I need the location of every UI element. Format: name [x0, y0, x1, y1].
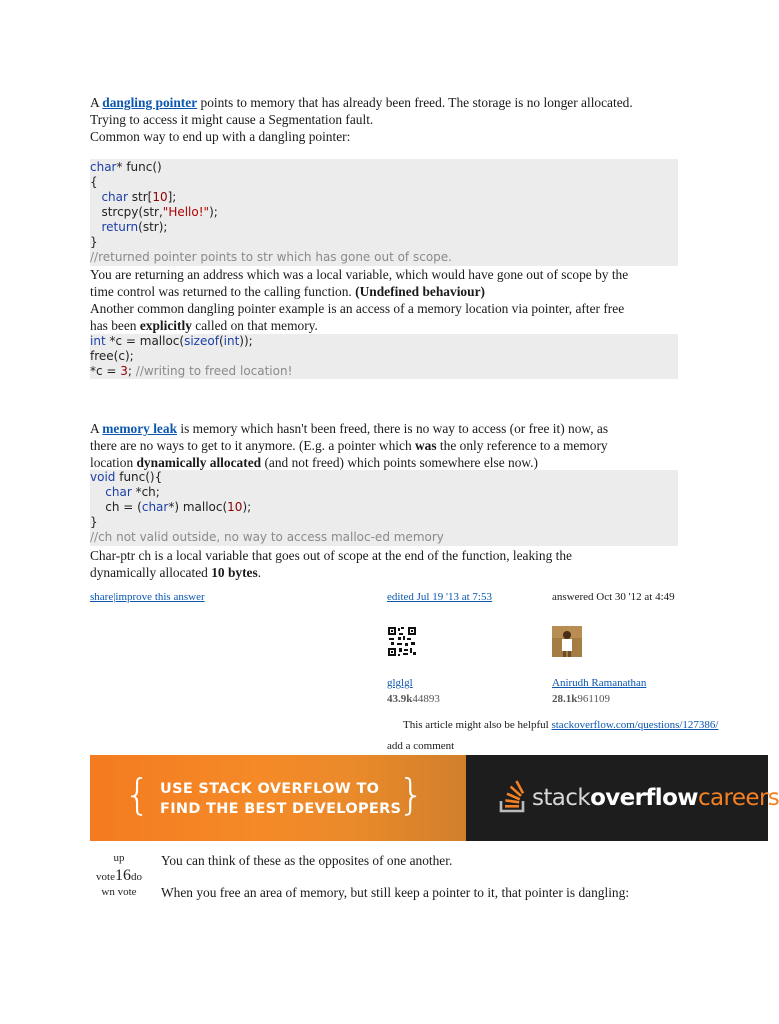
code-token: 10 — [152, 190, 168, 204]
code-token: return — [101, 220, 139, 234]
code-block-free — [90, 334, 678, 379]
careers-wordmark — [532, 785, 779, 811]
code-token: ); — [209, 205, 218, 219]
careers-banner[interactable] — [90, 755, 779, 841]
text: dynamically allocated — [90, 565, 212, 580]
text: careers — [697, 785, 779, 811]
code-token: ch = ( — [105, 500, 142, 514]
answer2-paragraph-2: When you free an area of memory, but still keep a pointer to it, that pointer is dangling: — [161, 885, 630, 900]
code-token: char — [105, 485, 132, 499]
text: 10 bytes — [211, 565, 258, 580]
code-token: *ch; — [131, 485, 160, 499]
code-block-leak — [90, 470, 678, 546]
text: 44893 — [412, 693, 440, 705]
answer2-paragraph-1: You can think of these as the opposites of one another. — [161, 853, 453, 868]
vote-down-button[interactable]: wn vote — [101, 886, 137, 898]
code-token: (str); — [138, 220, 168, 234]
vote-count-row — [88, 866, 150, 886]
text: there are no ways to get to it anymore. (E.g. a pointer which — [90, 438, 415, 453]
qr-avatar-icon — [387, 626, 417, 657]
text: was — [415, 438, 437, 453]
text: explicitly — [139, 318, 192, 333]
code-token: *c = malloc( — [105, 334, 185, 348]
code-token: char — [90, 160, 117, 174]
author-reputation — [552, 693, 610, 705]
code-token: *c = — [90, 364, 121, 378]
code-token: ); — [242, 500, 252, 514]
brace-left-icon: { — [124, 770, 151, 819]
text: (and not freed) which points somewhere else now.) — [261, 455, 538, 470]
text: points to memory that has already been freed. The storage is no longer allocated. — [197, 95, 633, 110]
banner-orange-panel — [90, 755, 466, 841]
text: 28.1k — [552, 693, 578, 705]
code-comment: //writing to freed location! — [135, 364, 293, 378]
paragraph-explanation — [90, 266, 760, 334]
text: called on that memory. — [191, 318, 318, 333]
comment — [403, 719, 768, 731]
code-token: char — [141, 500, 169, 514]
text: do — [130, 871, 142, 883]
text: dynamically allocated — [136, 455, 262, 470]
text: USE STACK OVERFLOW TO — [160, 781, 380, 797]
code-line: free(c); — [90, 349, 134, 363]
paragraph-leak-explanation — [90, 547, 760, 581]
stackoverflow-logo-icon — [499, 783, 527, 813]
share-improve-link[interactable]: share|improve this answer — [90, 591, 205, 603]
person-avatar-icon — [552, 626, 582, 657]
code-token: ]; — [167, 190, 177, 204]
code-token: )); — [239, 334, 253, 348]
code-token: * func() — [116, 160, 162, 174]
text: Trying to access it might cause a Segmentation fault. — [90, 112, 374, 127]
edited-timestamp-link[interactable]: edited Jul 19 '13 at 7:53 — [387, 591, 492, 603]
editor-avatar[interactable] — [387, 626, 417, 657]
author-avatar[interactable] — [552, 626, 582, 657]
comment-link[interactable]: stackoverflow.com/questions/127386/ — [551, 719, 719, 731]
code-token: 3 — [120, 364, 128, 378]
code-token: ; — [127, 364, 136, 378]
text: 43.9k — [387, 693, 413, 705]
code-comment: //ch not valid outside, no way to access malloc-ed memory — [90, 530, 444, 544]
text: . — [257, 565, 262, 580]
text: Common way to end up with a dangling pointer: — [90, 129, 351, 144]
text: the only reference to a memory — [436, 438, 608, 453]
text: You are returning an address which was a local variable, which would have gone out of scope by the — [90, 267, 629, 282]
banner-dark-panel — [466, 755, 779, 841]
code-line: } — [90, 235, 98, 249]
text: 961109 — [577, 693, 610, 705]
code-token: "Hello!" — [162, 205, 210, 219]
code-token: *) malloc( — [168, 500, 228, 514]
text: A — [90, 95, 103, 110]
add-comment-link[interactable]: add a comment — [387, 740, 455, 752]
text: A — [90, 421, 103, 436]
dangling-pointer-link[interactable]: dangling pointer — [102, 95, 198, 110]
code-token: char — [101, 190, 128, 204]
code-token: int — [223, 334, 240, 348]
text: location — [90, 455, 137, 470]
code-line: } — [90, 515, 98, 529]
text: vote — [96, 871, 115, 883]
vote-widget — [88, 852, 150, 900]
code-token: 10 — [227, 500, 243, 514]
banner-slogan — [160, 779, 401, 819]
answered-timestamp: answered Oct 30 '12 at 4:49 — [552, 591, 675, 603]
text: time control was returned to the calling function. — [90, 284, 356, 299]
code-token: sizeof — [184, 334, 219, 348]
paragraph-memory-leak — [90, 420, 760, 471]
vote-count: 16 — [114, 867, 131, 884]
text: overflow — [590, 785, 698, 811]
text: This article might also be helpful — [403, 719, 552, 731]
editor-name-link[interactable]: glglgl — [387, 677, 413, 689]
code-token: ( — [218, 334, 224, 348]
text: has been — [90, 318, 140, 333]
text: stack — [532, 785, 591, 811]
code-token: void — [90, 470, 116, 484]
code-line: { — [90, 175, 98, 189]
text: FIND THE BEST DEVELOPERS — [160, 801, 402, 817]
text: (Undefined behaviour) — [355, 284, 485, 299]
code-token: strcpy(str, — [101, 205, 163, 219]
brace-right-icon: } — [398, 770, 425, 819]
code-token: int — [90, 334, 106, 348]
code-block-func — [90, 159, 678, 266]
memory-leak-link[interactable]: memory leak — [102, 421, 178, 436]
text: is memory which hasn't been freed, there is no way to access (or free it) now, as — [177, 421, 609, 436]
editor-reputation — [387, 693, 440, 705]
code-token: func(){ — [115, 470, 163, 484]
vote-up-button[interactable]: up — [113, 852, 125, 864]
code-token: str[ — [127, 190, 153, 204]
code-comment: //returned pointer points to str which has gone out of scope. — [90, 250, 452, 264]
text: Another common dangling pointer example is an access of a memory location via pointer, after free — [90, 301, 625, 316]
paragraph-intro — [90, 94, 760, 145]
author-name-link[interactable]: Anirudh Ramanathan — [552, 677, 647, 689]
text: Char-ptr ch is a local variable that goes out of scope at the end of the function, leaking the — [90, 548, 573, 563]
